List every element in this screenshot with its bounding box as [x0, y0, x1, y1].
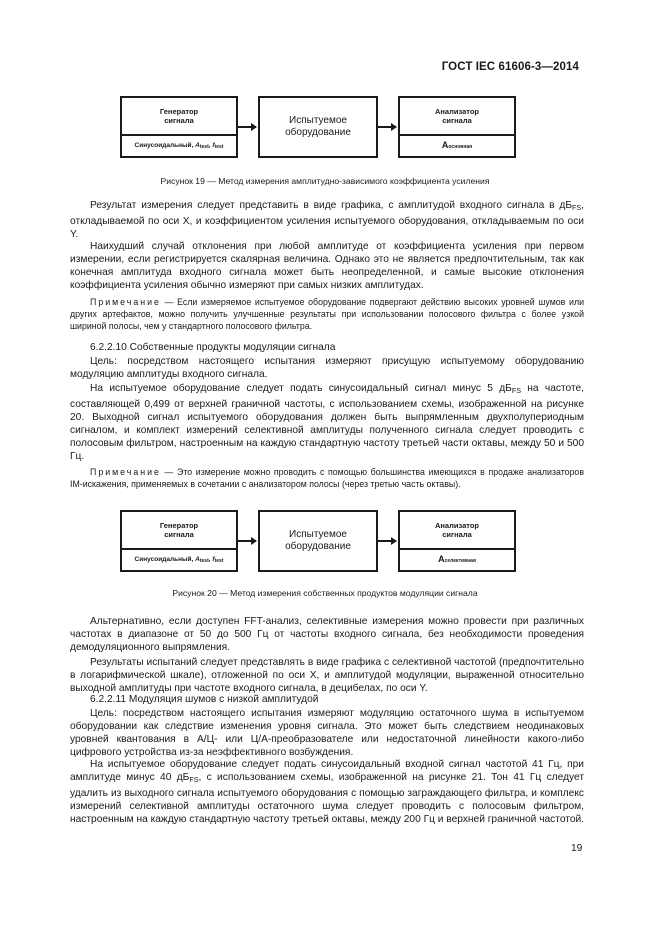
- analyzer-subtitle: сигнала: [442, 530, 472, 539]
- paragraph-worst-case: Наихудший случай отклонения при любой амплитуде от коэффициента усиления при первом измерении, если регистрируется скалярная величина. Однако это не является предпочтительным, так как конечная амплитуда входного сигнала может быть неопределенной, и самые высокие отклонения коэффициента усиления обычно измеряют при самых низких амплитудах.: [70, 241, 584, 291]
- analyzer-output: A основная: [441, 140, 473, 150]
- page-number: 19: [571, 843, 583, 854]
- paragraph-result-graph: Результат измерения следует представить в виде графика, с амплитудой входного сигнала в $дБ_{FS}$, откладываемой по оси X, и коэффициентом усиления испытуемого оборудования, откладываемым по оси Y.: [70, 200, 584, 240]
- device-under-test-block: [258, 510, 378, 572]
- dut-label: Испытуемое оборудование: [285, 529, 351, 552]
- figure-20-diagram: [120, 510, 518, 572]
- signal-generator-block: [120, 510, 238, 572]
- section-heading-6-2-2-11: 6.2.2.11 Модуляция шумов с низкой амплитудой: [90, 694, 319, 705]
- analyzer-title: Анализатор: [434, 521, 480, 530]
- device-under-test-block: [258, 96, 378, 158]
- signal-analyzer-block: [398, 510, 516, 572]
- paragraph-fft-alternative: Альтернативно, если доступен FFT-анализ, селективные измерения можно провести при различных частотах в диапазоне от 50 до 500 Гц от частоты входного сигнала, без необходимости проведения демодуляционного выпрямления.: [70, 616, 584, 653]
- paragraph-purpose-noise: Цель: посредством настоящего испытания измеряют модуляцию остаточного шума в испытуемом оборудовании как следствие изменения уровня сигнала. Это может быть следствием неодинаковых уровней квантования в А/Ц- или Ц/А-преобразователе или недостаточной линейности какого-либо цифрового устройства из-за неэффективного возбуждения.: [70, 708, 584, 758]
- section-heading-6-2-2-10: 6.2.2.10 Собственные продукты модуляции сигнала: [90, 342, 336, 353]
- generator-subtitle: сигнала: [164, 530, 194, 539]
- paragraph-noise-procedure: На испытуемое оборудование следует подать синусоидальный входной сигнал частотой 41 Гц, при амплитуде минус 40 $дБ_{FS}$, с использованием схемы, изображенной на рисунке 21. Тон 41 Гц следует удалить из выходного сигнала испытуемого оборудования с помощью заграждающего фильтра, и комплекс измерений селективной амплитуды остаточного шума следует проводить с полосовым фильтром, настроенным на каждую стандартную частоту третьей октавы, между 200 Гц и верхней граничной частотой.: [70, 759, 585, 825]
- arrow-right-icon: [238, 540, 256, 542]
- generator-parameters: Синусоидальный, A test , f test: [134, 555, 224, 564]
- analyzer-title: Анализатор: [434, 107, 480, 116]
- arrow-right-icon: [378, 126, 396, 128]
- note-1: Примечание — Если измеряемое испытуемое оборудование подвергают действию высоких уровней шумов или других артефактов, можно получить улучшенные результаты при использовании полосового фильтра с более узкой шириной полосы, чем у стандартного полосового фильтра.: [70, 297, 584, 331]
- generator-subtitle: сигнала: [164, 116, 194, 125]
- generator-parameters: Синусоидальный, A test , f test: [134, 141, 224, 150]
- note-2: Примечание — Это измерение можно проводить с помощью большинства имеющихся в продаже анализаторов IM-искажения, применяемых в сочетании с анализатором полосы (через третью часть октавы).: [70, 467, 584, 489]
- arrow-right-icon: [238, 126, 256, 128]
- generator-title: Генератор: [159, 107, 199, 116]
- paragraph-purpose-modulation: Цель: посредством настоящего испытания измеряют присущую испытуемому оборудованию модуляцию амплитуды входного сигнала.: [70, 356, 584, 380]
- paragraph-results-graph: Результаты испытаний следует представлять в виде графика с селективной частотой (предпочтительно в логарифмической шкале), отложенной по оси X, и амплитудой модуляции, выраженной относительно выходной амплитуды при частоте входного сигнала, в децибелах, по оси Y.: [70, 657, 584, 694]
- figure-19-caption: Рисунок 19 — Метод измерения амплитудно-зависимого коэффициента усиления: [160, 176, 490, 186]
- generator-title: Генератор: [159, 521, 199, 530]
- document-standard-header: ГОСТ IEC 61606-3—2014: [441, 61, 579, 73]
- signal-generator-block: [120, 96, 238, 158]
- paragraph-modulation-procedure: На испытуемое оборудование следует подать синусоидальный сигнал минус 5 $дБ_{FS}$ на частоте, составляющей 0,499 от верхней граничной частоты, с использованием схемы, изображенной на рисунке 20. Выходной сигнал испытуемого оборудования должен быть выпрямленным двухполупериодным сигналом, и комплект измерений селективной амплитуды полученного сигнала следует проводить с полосовым фильтром, настроенным на каждую стандартную частоту третьей части октавы, между 50 и 500 Гц.: [70, 383, 584, 462]
- arrow-right-icon: [378, 540, 396, 542]
- signal-analyzer-block: [398, 96, 516, 158]
- dut-label: Испытуемое оборудование: [285, 115, 351, 138]
- figure-20-caption: Рисунок 20 — Метод измерения собственных продуктов модуляции сигнала: [172, 588, 478, 598]
- figure-19-diagram: [120, 96, 518, 158]
- analyzer-subtitle: сигнала: [442, 116, 472, 125]
- analyzer-output: A селективная: [438, 554, 476, 564]
